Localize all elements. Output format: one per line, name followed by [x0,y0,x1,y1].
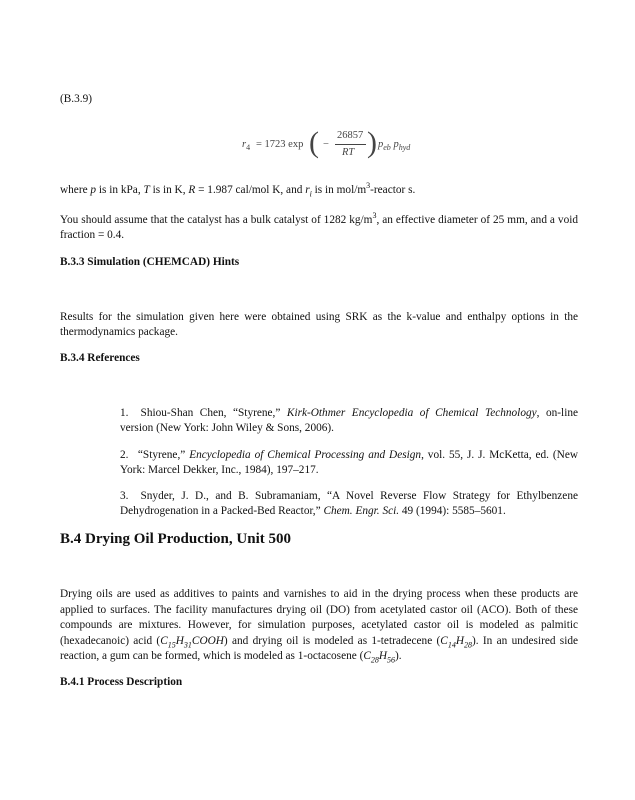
reference-item: 1. Shiou-Shan Chen, “Styrene,” Kirk-Othmer Encyclopedia of Chemical Technology, on-line version (New York: John Wiley & Sons, 2006). [120,407,578,434]
section-heading-drying-oil: B.4 Drying Oil Production, Unit 500 [60,531,291,547]
simulation-paragraph: Results for the simulation given here were obtained using SRK as the k-value and enthalpy options in the thermodynamics package. [60,311,578,338]
equation-coefficient: = 1723 exp [256,139,304,150]
reference-item: 2. “Styrene,” Encyclopedia of Chemical Processing and Design, vol. 55, J. J. McKetta, ed. (New York: Marcel Dekker, Inc., 1984), 197–217. [120,449,579,476]
reference-item: 3. Snyder, J. D., and B. Subramaniam, “A Novel Reverse Flow Strategy for Ethylbenzene Dehydrogenation in a Packed-Bed Reactor,” Chem. Engr. Sci. 49 (1994): 5585–5601. [120,490,578,517]
right-paren: ) [367,126,377,159]
partial-pressures: $p_{eb}$ $p_{hyd}$ [378,139,411,153]
section-heading-simulation-hints: B.3.3 Simulation (CHEMCAD) Hints [60,256,240,268]
section-heading-references: B.3.4 References [60,352,140,364]
minus-sign: − [323,139,329,150]
equation-label: (B.3.9) [60,93,93,105]
section-heading-process-description: B.4.1 Process Description [60,676,183,688]
catalyst-paragraph: You should assume that the catalyst has a bulk catalyst of 1282 $kg/m^3$, an effective diameter of 25 mm, and a void fraction = 0.4. [60,211,578,241]
drying-oil-paragraph: Drying oils are used as additives to paints and varnishes to aid in the drying process when these products are applied to surfaces. The facility manufactures drying oil (DO) from acetylated castor oil (ACO). Both of these compounds are mixtures. However, for simulation purposes, acetylated castor oil is modeled as palmitic (hexadecanoic) acid $(C_{15}H_{31}COOH)$ and drying oil is modeled as 1-tetradecene $(C_{14}H_{28})$. In an undesired side reaction, a gum can be formed, which is modeled as 1-octacosene $(C_{28}H_{56})$. [60,588,579,665]
fraction-numerator: 26857 [337,130,364,141]
units-paragraph: where p is in kPa, T is in K, R = 1.987 cal/mol K, and $r_i$ is in mol/$m^3$-reactor s. [60,181,416,199]
left-paren: ( [309,126,319,159]
fraction-denominator: RT [342,147,355,158]
equation-lhs: $r_4$ [242,139,251,153]
